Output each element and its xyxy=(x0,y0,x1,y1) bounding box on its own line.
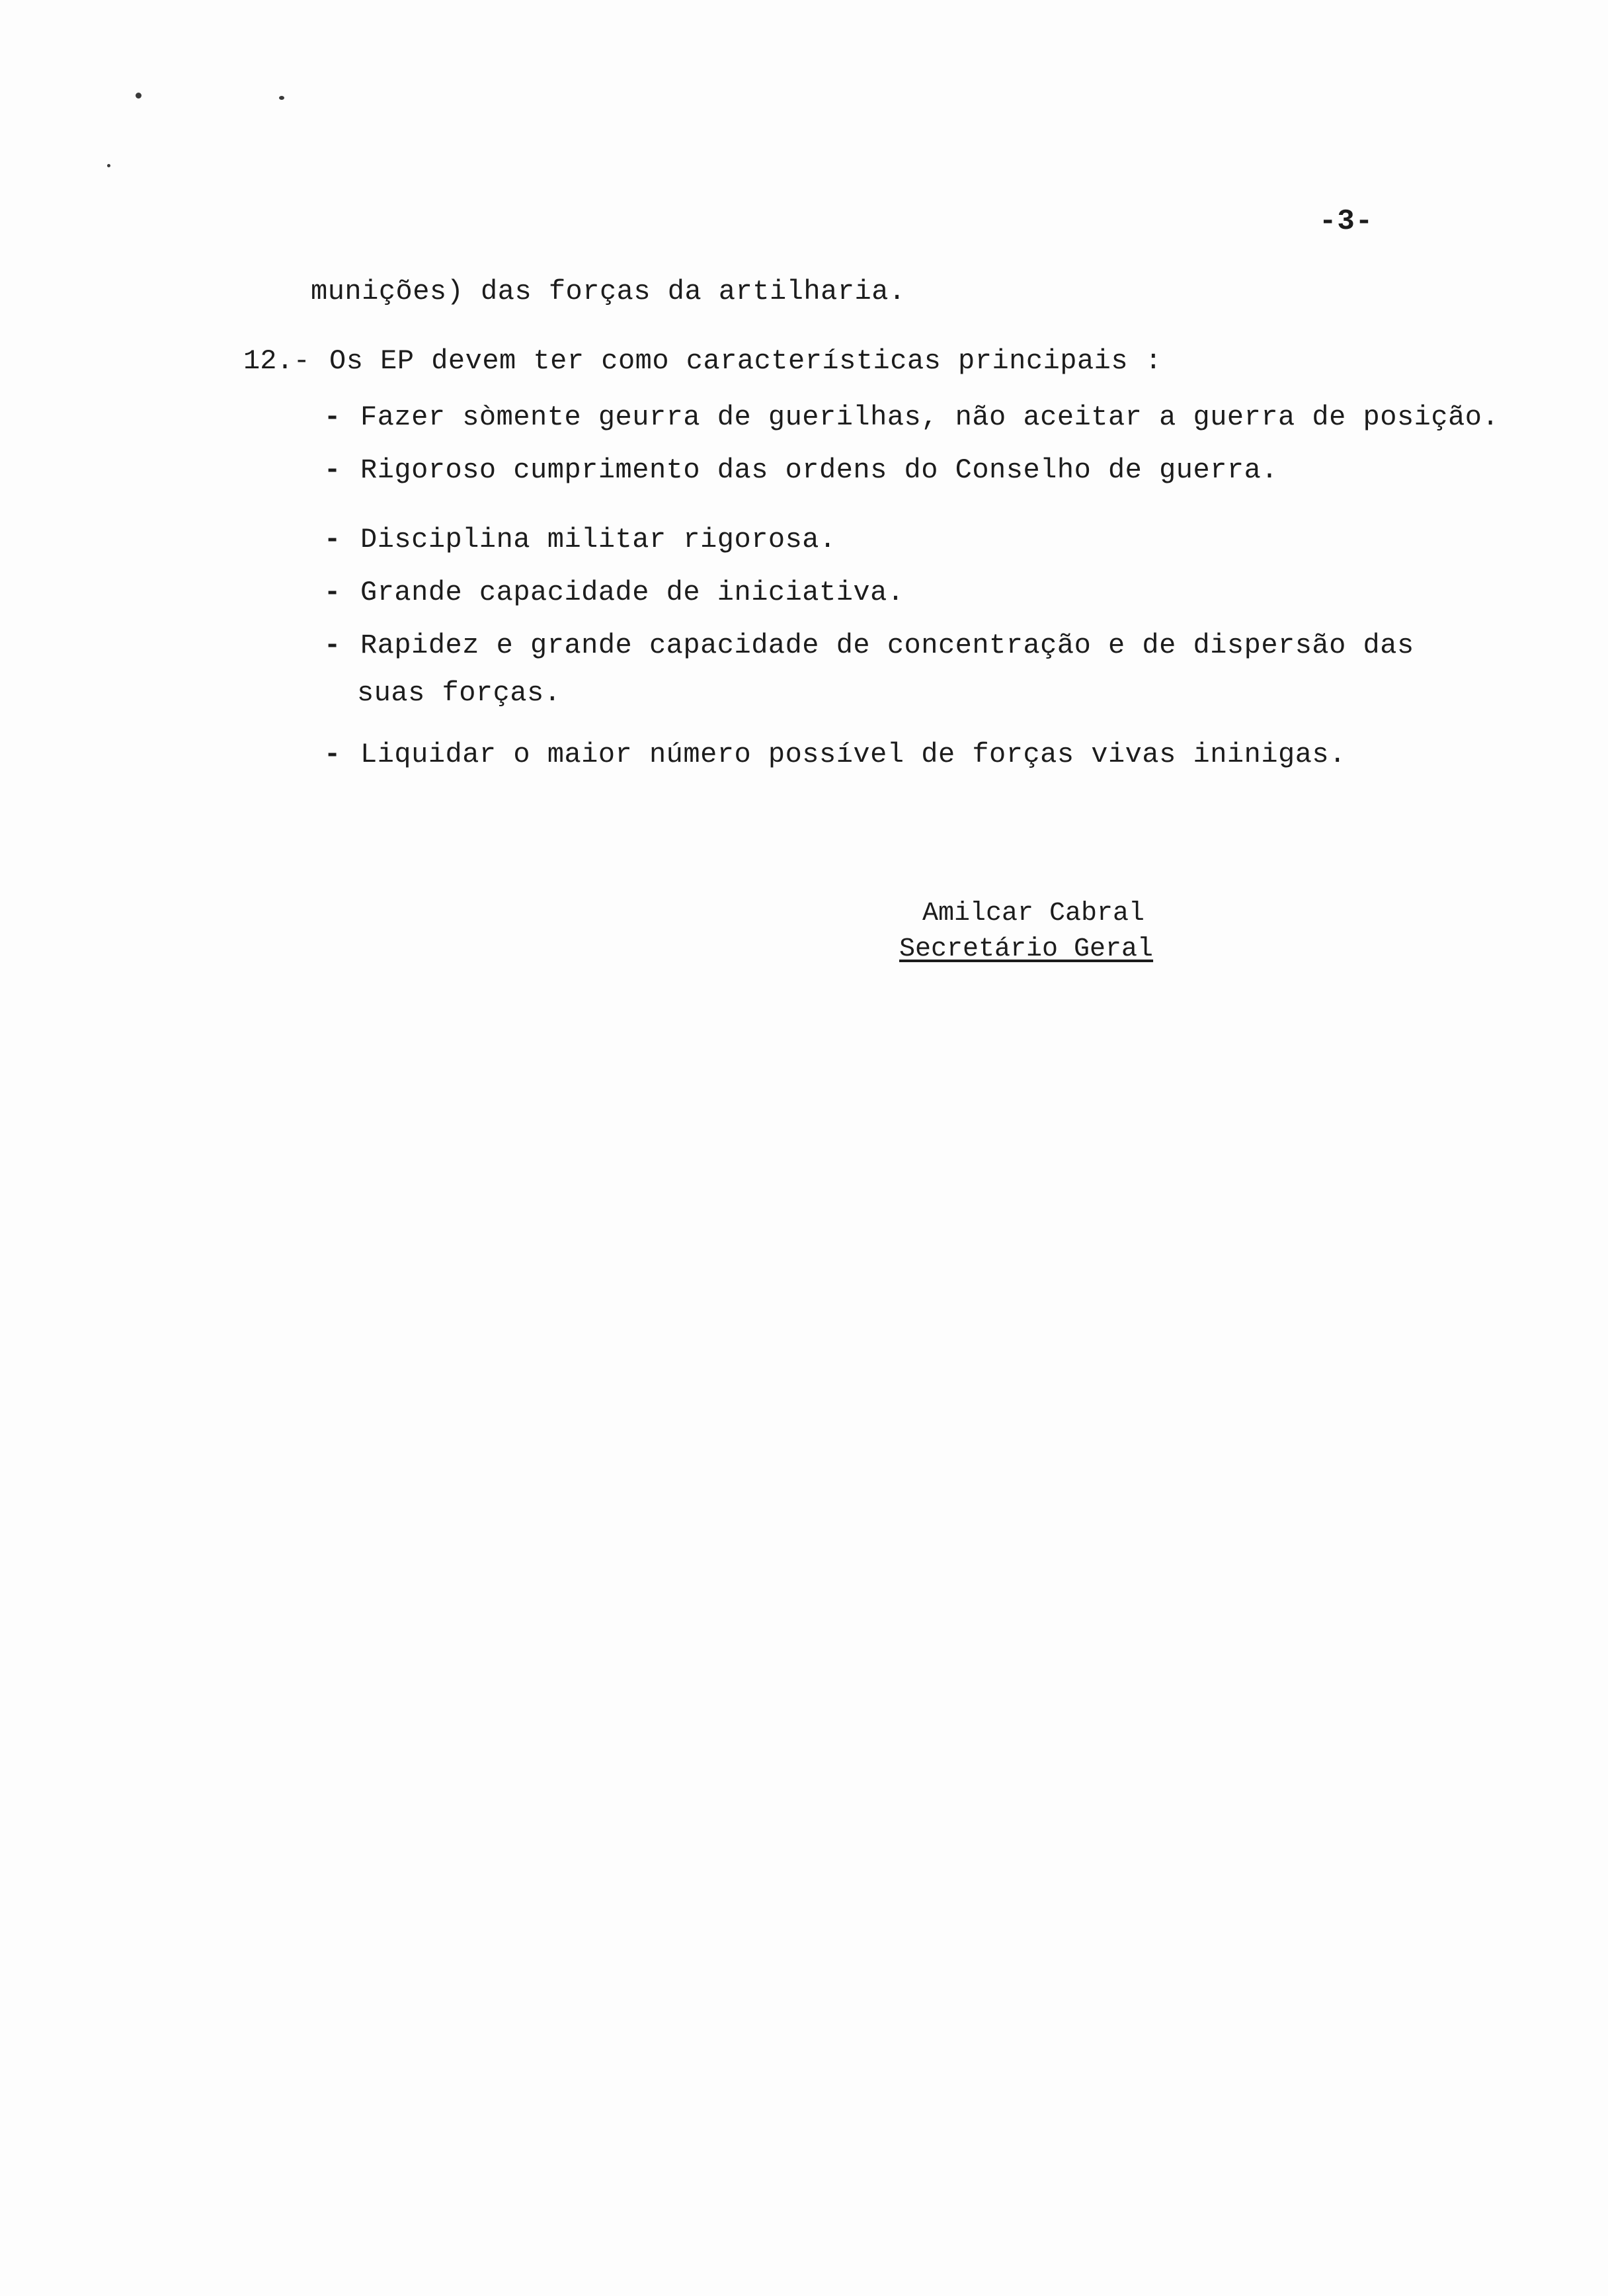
signature-title: Secretário Geral xyxy=(899,934,1154,964)
bullet-dash: - xyxy=(324,739,341,770)
list-item: Grande capacidade de iniciativa. xyxy=(360,577,904,608)
bullet-dash: - xyxy=(324,524,341,555)
signature-name: Amilcar Cabral xyxy=(922,899,1145,928)
list-item: Liquidar o maior número possível de forças vivas ininigas. xyxy=(360,739,1346,770)
item-number: 12.- xyxy=(243,345,310,377)
list-item: Disciplina militar rigorosa. xyxy=(360,524,836,555)
item-intro: Os EP devem ter como características principais : xyxy=(329,345,1162,377)
list-item: Rapidez e grande capacidade de concentração e de dispersão das xyxy=(360,630,1414,661)
continuation-line: munições) das forças da artilharia. xyxy=(311,276,906,308)
scan-speck xyxy=(107,164,110,167)
list-item-continuation: suas forças. xyxy=(357,677,561,709)
scan-speck xyxy=(136,93,141,99)
list-item: Fazer sòmente geurra de guerilhas, não aceitar a guerra de posição. xyxy=(360,401,1500,433)
bullet-dash: - xyxy=(324,454,341,486)
bullet-dash: - xyxy=(324,401,341,433)
bullet-dash: - xyxy=(324,577,341,608)
bullet-dash: - xyxy=(324,630,341,661)
list-item: Rigoroso cumprimento das ordens do Conselho de guerra. xyxy=(360,454,1279,486)
scan-speck xyxy=(279,96,284,100)
signature-block xyxy=(899,896,1153,967)
page-number: -3- xyxy=(1319,205,1374,238)
